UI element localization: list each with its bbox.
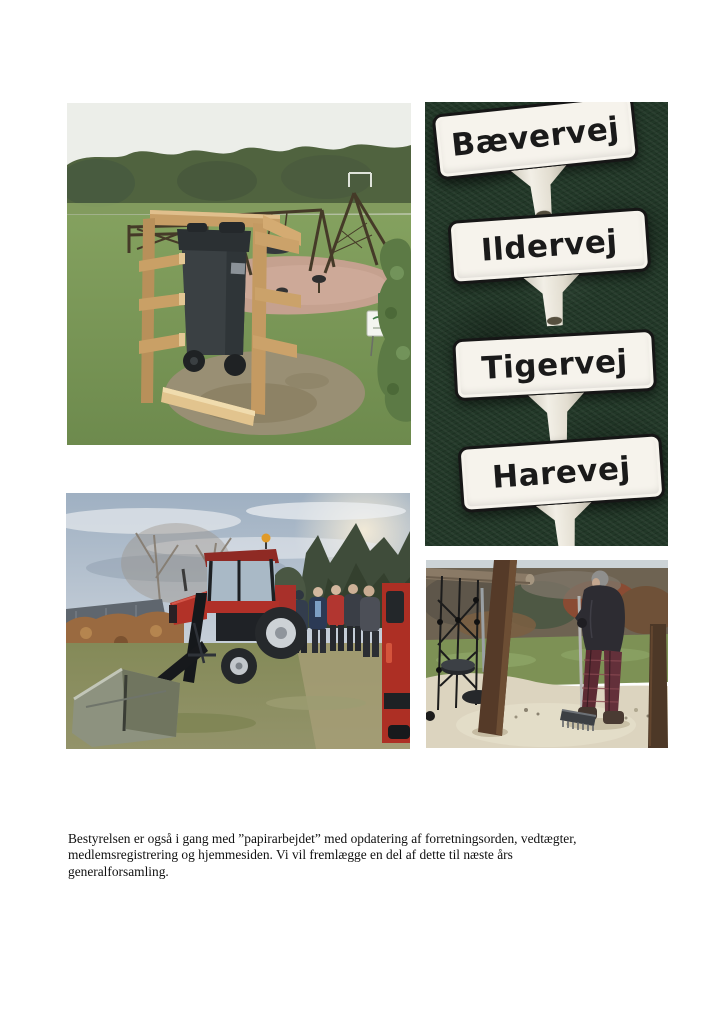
- playground-bin-illustration: [67, 103, 411, 445]
- caption-line-3: generalforsamling.: [68, 863, 169, 879]
- sign-stem: [523, 274, 582, 328]
- sign-plate: [447, 207, 651, 285]
- red-vehicle: [382, 583, 410, 743]
- waste-bin: [177, 222, 251, 376]
- stem-hole: [547, 316, 563, 325]
- caption-line-2: medlemsregistrering og hjemmesiden. Vi vil fremlægge en del af dette til næste års: [68, 847, 513, 863]
- sign-label: Bævervej: [449, 110, 622, 164]
- jacket: [581, 585, 625, 652]
- street-sign-harevej: [457, 433, 668, 546]
- street-sign-ildervej: [447, 207, 654, 333]
- caption-line-1: Bestyrelsen er også i gang med ”papirarbejdet” med opdatering af forretningsorden, vedtægter,: [68, 831, 577, 846]
- sign-plate: [452, 329, 657, 401]
- front-wheel: [221, 648, 257, 684]
- sign-plate: [457, 433, 665, 513]
- caption-paragraph: [68, 831, 670, 880]
- rear-wheel: [255, 607, 307, 659]
- sign-stem: [536, 502, 595, 546]
- sign-label: Tigervej: [480, 343, 629, 387]
- sand-area: [426, 673, 668, 748]
- photo-raking: [426, 560, 668, 748]
- wooden-pole-right: [648, 624, 668, 748]
- raking-illustration: [426, 560, 668, 748]
- photo-street-signs: [425, 102, 668, 546]
- photo-playground-bin: [67, 103, 411, 445]
- sign-label: Ildervej: [479, 223, 619, 269]
- tractor-illustration: [66, 493, 410, 749]
- photo-tractor: [66, 493, 410, 749]
- sign-label: Harevej: [491, 450, 632, 496]
